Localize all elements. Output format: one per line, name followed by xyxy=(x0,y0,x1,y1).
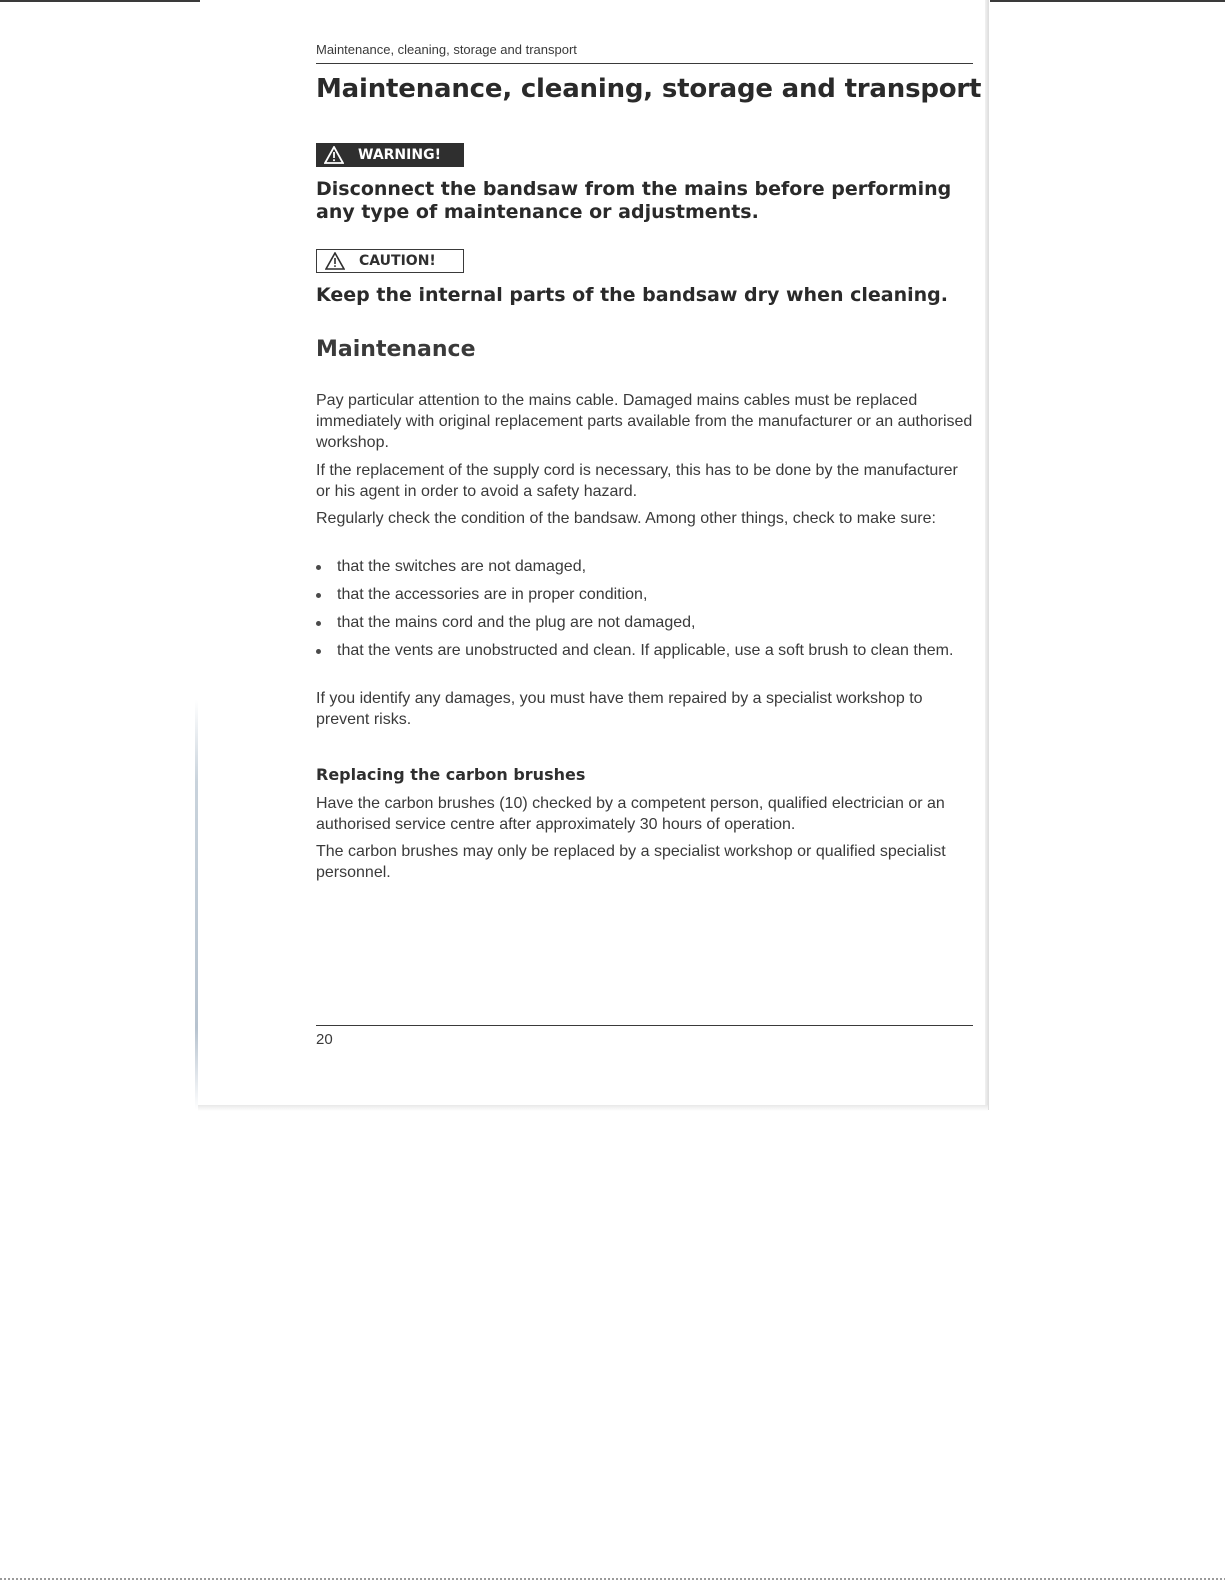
caution-triangle-icon xyxy=(325,252,345,270)
carbon-brushes-replace-paragraph: The carbon brushes may only be replaced by a specialist workshop or qualified specialist personnel. xyxy=(316,843,946,881)
list-item-text: that the switches are not damaged, xyxy=(337,558,587,575)
bullet-icon xyxy=(316,621,321,626)
list-item xyxy=(316,584,976,605)
page-title: Maintenance, cleaning, storage and transport xyxy=(316,74,982,104)
list-item-text: that the vents are unobstructed and clean. If applicable, use a soft brush to clean them. xyxy=(337,642,954,659)
scan-edge-top xyxy=(0,0,200,2)
scan-edge-left xyxy=(195,700,198,1110)
caution-label xyxy=(316,249,464,273)
scan-edge-bottom xyxy=(0,1578,1225,1580)
maintenance-heading: Maintenance xyxy=(316,337,476,362)
warning-triangle-icon xyxy=(324,146,344,164)
supply-cord-paragraph: If the replacement of the supply cord is necessary, this has to be done by the manufacturer or his agent in order to avoid a safety hazard. xyxy=(316,462,958,500)
list-item-text: that the mains cord and the plug are not damaged, xyxy=(337,614,696,631)
warning-text: Disconnect the bandsaw from the mains before performing any type of maintenance or adjustments. xyxy=(316,178,952,223)
footer-rule xyxy=(316,1025,973,1026)
condition-check-paragraph: Regularly check the condition of the bandsaw. Among other things, check to make sure: xyxy=(316,510,936,527)
running-header: Maintenance, cleaning, storage and transport xyxy=(316,42,577,57)
warning-label xyxy=(316,143,464,167)
mains-cable-paragraph: Pay particular attention to the mains cable. Damaged mains cables must be replaced immediately with original replacement parts available from the manufacturer or an authorised workshop. xyxy=(316,392,973,451)
list-item xyxy=(316,556,976,577)
warning-label-text: WARNING! xyxy=(358,147,441,163)
list-item xyxy=(316,640,976,661)
caution-label-text: CAUTION! xyxy=(359,253,436,269)
page-shadow xyxy=(198,1105,988,1111)
header-rule xyxy=(316,63,973,64)
page-number: 20 xyxy=(316,1031,333,1048)
bullet-icon xyxy=(316,565,321,570)
scan-edge-right xyxy=(985,0,989,1110)
list-item xyxy=(316,612,976,633)
list-item-text: that the accessories are in proper condition, xyxy=(337,586,648,603)
scan-edge-top-right xyxy=(990,0,1225,2)
damages-paragraph: If you identify any damages, you must have them repaired by a specialist workshop to prevent risks. xyxy=(316,690,923,728)
bullet-icon xyxy=(316,593,321,598)
bullet-icon xyxy=(316,649,321,654)
caution-text: Keep the internal parts of the bandsaw dry when cleaning. xyxy=(316,284,948,306)
carbon-brushes-check-paragraph: Have the carbon brushes (10) checked by a competent person, qualified electrician or an authorised service centre after approximately 30 hours of operation. xyxy=(316,795,945,833)
carbon-brushes-heading: Replacing the carbon brushes xyxy=(316,765,586,784)
check-list xyxy=(316,556,976,668)
